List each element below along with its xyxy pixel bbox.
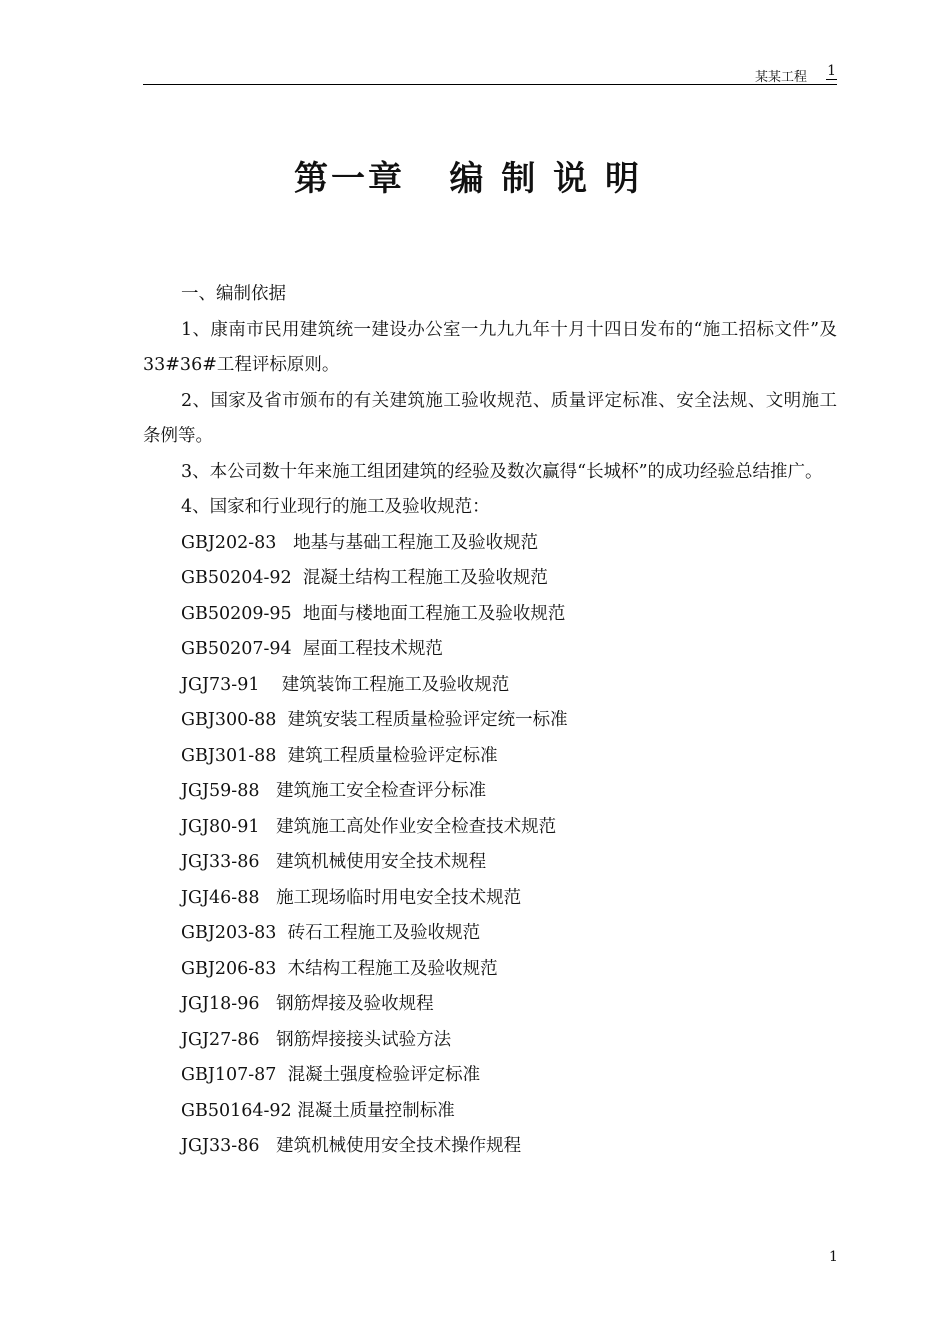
standard-item: JGJ46-88 施工现场临时用电安全技术规范 (181, 887, 522, 908)
document-body (143, 277, 837, 1165)
standard-item: GBJ107-87 混凝土强度检验评定标准 (181, 1065, 481, 1085)
standard-item: GBJ203-83 砖石工程施工及验收规范 (181, 923, 481, 943)
standard-item: GB50164-92 混凝土质量控制标准 (181, 1100, 455, 1121)
standard-item: JGJ73-91 建筑装饰工程施工及验收规范 (181, 674, 510, 695)
standard-item: GBJ301-88 建筑工程质量检验评定标准 (181, 745, 498, 766)
page-header (143, 62, 837, 85)
standard-item: JGJ18-96 钢筋焊接及验收规程 (181, 994, 434, 1014)
standard-item: JGJ80-91 建筑施工高处作业安全检查技术规范 (181, 816, 557, 837)
header-title: 某某工程 (754, 70, 807, 85)
paragraph-2: 2、国家及省市颁布的有关建筑施工验收规范、质量评定标准、安全法规、文明施工条例等。 (143, 390, 837, 446)
standard-item: GB50209-95 地面与楼地面工程施工及验收规范 (181, 603, 566, 624)
standard-item: GBJ300-88 建筑安装工程质量检验评定统一标准 (181, 710, 568, 730)
standard-item: JGJ33-86 建筑机械使用安全技术操作规程 (181, 1136, 522, 1156)
standard-item: GBJ206-83 木结构工程施工及验收规范 (181, 958, 498, 979)
section-heading: 一、编制依据 (181, 284, 286, 304)
chapter-title: 第一章 编 制 说 明 (293, 159, 643, 199)
standard-item: JGJ59-88 建筑施工安全检查评分标准 (181, 781, 487, 801)
standard-item: JGJ27-86 钢筋焊接接头试验方法 (181, 1029, 452, 1050)
paragraph-4: 4、国家和行业现行的施工及验收规范： (181, 497, 490, 517)
paragraph-1: 1、康南市民用建筑统一建设办公室一九九九年十月十四日发布的“施工招标文件”及33#36#工程评标原则。 (143, 319, 837, 375)
standard-item: GB50207-94 屋面工程技术规范 (181, 639, 443, 659)
standard-item: GB50204-92 混凝土结构工程施工及验收规范 (181, 568, 548, 588)
header-page-number: 1 (827, 63, 836, 79)
standard-item: JGJ33-86 建筑机械使用安全技术规程 (181, 852, 487, 872)
footer-page-number: 1 (829, 1249, 838, 1265)
standard-item: GBJ202-83 地基与基础工程施工及验收规范 (181, 532, 539, 553)
standards-list (143, 526, 837, 1165)
paragraph-3: 3、本公司数十年来施工组团建筑的经验及数次赢得“长城杯”的成功经验总结推广。 (181, 461, 823, 482)
